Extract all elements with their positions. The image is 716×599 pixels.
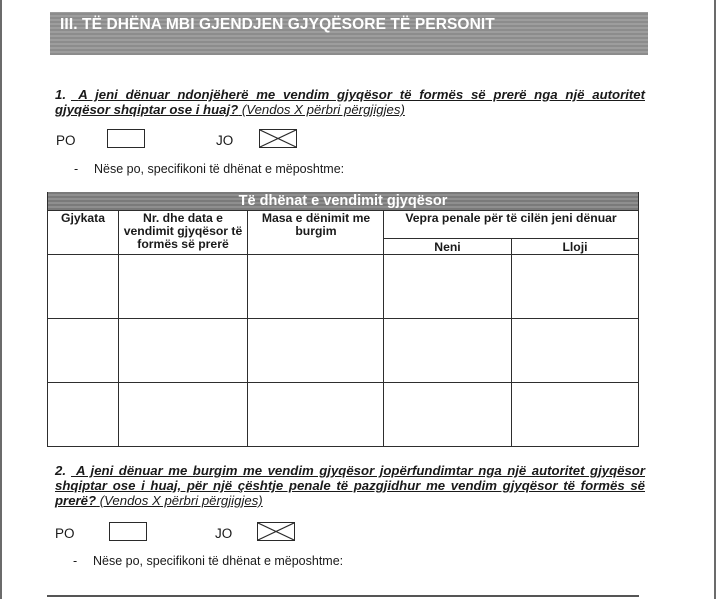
q1-no-label: JO (216, 133, 234, 148)
header-article: Neni (434, 240, 461, 254)
question-1-number: 1. (55, 87, 66, 102)
next-section-rule (47, 595, 639, 597)
table-line (638, 192, 639, 447)
x-mark-icon (258, 523, 296, 542)
header-number-date: Nr. dhe data e vendimit gjyqësor të formës së prerë (123, 211, 243, 251)
q2-note-dash: - (73, 554, 78, 568)
header-sentence: Masa e dënimit me burgim (261, 211, 371, 238)
table-line (47, 382, 639, 383)
x-mark-icon (260, 130, 298, 149)
q2-yes-label: PO (55, 526, 75, 541)
q1-note (74, 162, 344, 176)
table-title: Të dhënat e vendimit gjyqësor (238, 193, 448, 209)
question-1-text: A jeni dënuar ndonjëherë me vendim gjyqësor të formës së prerë nga një autoritet gjyqësor shqiptar ose i huaj? (55, 87, 645, 117)
q2-no-checkbox[interactable] (257, 522, 295, 541)
table-line (47, 192, 48, 447)
question-2 (55, 463, 645, 508)
q2-yes-checkbox[interactable] (109, 522, 147, 541)
header-offence-group: Vepra penale për të cilën jeni dënuar (405, 211, 617, 225)
q1-note-dash: - (74, 162, 79, 176)
question-1 (55, 87, 645, 117)
q1-note-text: Nëse po, specifikoni të dhënat e mëposhtme: (94, 162, 345, 176)
question-1-hint: (Vendos X përbri përgjigjes) (241, 102, 405, 117)
q2-note-text: Nëse po, specifikoni të dhënat e mëposhtme: (93, 554, 344, 568)
section-title: III. TË DHËNA MBI GJENDJEN GJYQËSORE TË PERSONIT (60, 16, 495, 33)
table-line (47, 446, 639, 447)
question-2-number: 2. (55, 463, 66, 478)
table-line (247, 210, 248, 447)
page-border-left (0, 0, 2, 599)
q2-note (73, 554, 343, 568)
q1-no-checkbox[interactable] (259, 129, 297, 148)
table-line (47, 254, 639, 255)
table-line (511, 238, 512, 447)
table-line (118, 210, 119, 447)
table-line (47, 318, 639, 319)
q2-no-label: JO (215, 526, 233, 541)
q1-yes-checkbox[interactable] (107, 129, 145, 148)
section-header (50, 12, 648, 55)
table-title-bar (47, 192, 639, 210)
question-2-text: A jeni dënuar me burgim me vendim gjyqësor jopërfundimtar nga një autoritet gjyqësor shqiptar ose i huaj, për një çështje penale të pazgjidhur me vendim gjyqësor të formës së prerë? (55, 463, 645, 508)
q1-yes-label: PO (56, 133, 76, 148)
header-type: Lloji (562, 240, 588, 254)
question-2-hint: (Vendos X përbri përgjigjes) (99, 493, 263, 508)
header-court: Gjykata (60, 211, 106, 225)
